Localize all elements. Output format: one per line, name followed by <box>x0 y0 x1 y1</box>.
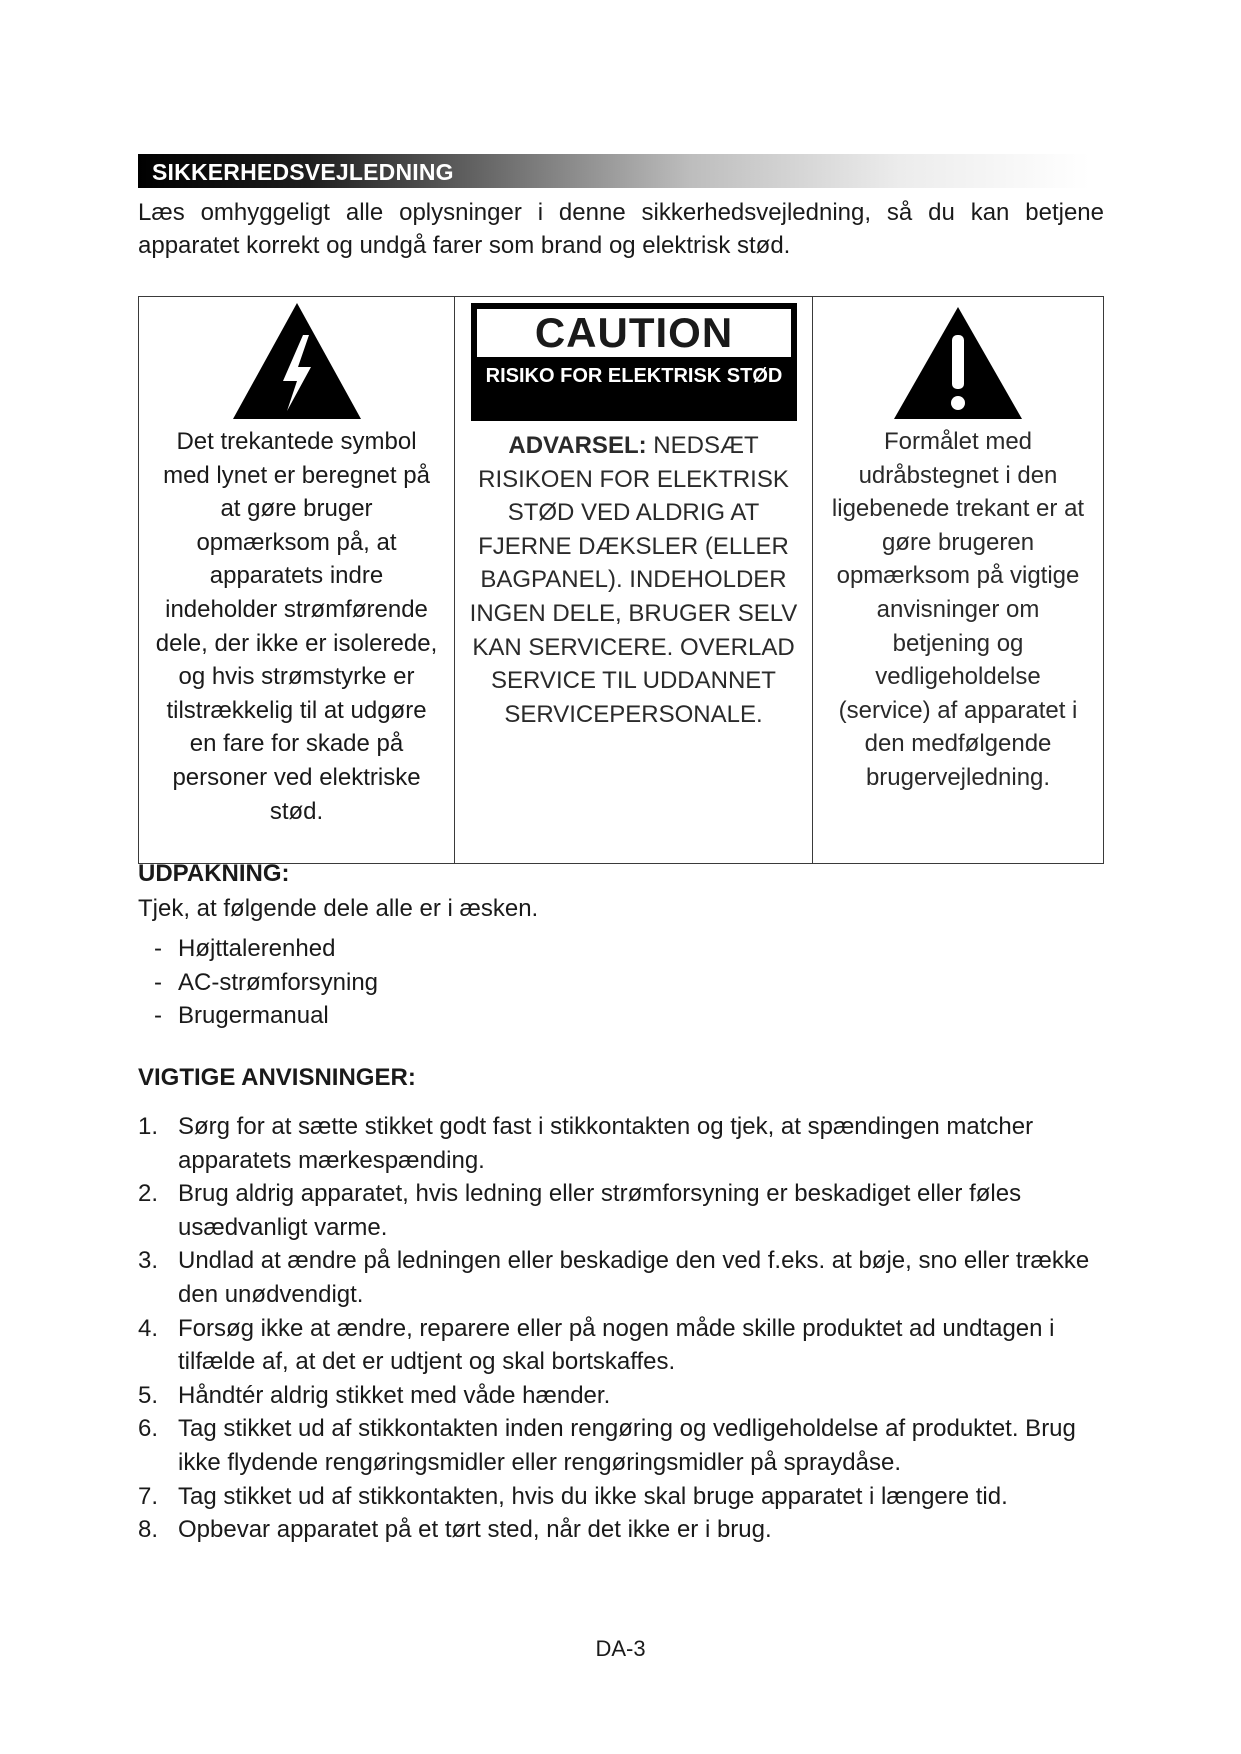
section-header-bar <box>138 154 1090 188</box>
section-title: SIKKERHEDSVEJLEDNING <box>152 159 454 185</box>
list-item: 2. Brug aldrig apparatet, hvis ledning eller strømforsyning er beskadiget eller føles usædvanligt varme. <box>138 1180 1022 1241</box>
important-list <box>138 1110 1104 1547</box>
warning-cell-exclamation <box>813 297 1103 863</box>
list-item: 3. Undlad at ændre på ledningen eller beskadige den ved f.eks. at bøje, sno eller trække den unødvendigt. <box>138 1247 1090 1308</box>
list-item: 8. Opbevar apparatet på et tørt sted, når det ikke er i brug. <box>138 1516 772 1544</box>
list-item: - AC-strømforsyning <box>154 968 379 996</box>
advarsel-text-block <box>455 429 812 731</box>
intro-paragraph: Læs omhyggeligt alle oplysninger i denne sikkerhedsvejledning, så du kan betjene apparatet korrekt og undgå farer som brand og elektrisk stød. <box>138 199 1104 259</box>
important-title: VIGTIGE ANVISNINGER: <box>138 1064 416 1091</box>
caution-label <box>471 303 797 421</box>
exclamation-warning-icon <box>892 305 1024 421</box>
list-item: 5. Håndtér aldrig stikket med våde hænder. <box>138 1381 611 1409</box>
advarsel-text: NEDSÆT RISIKOEN FOR ELEKTRISK STØD VED ALDRIG AT FJERNE DÆKSLER (ELLER BAGPANEL). INDEHOLDER INGEN DELE, BRUGER SELV KAN SERVICERE. OVERLAD SERVICE TIL UDDANNET SERVICEPERSONALE. <box>469 432 798 728</box>
advarsel-lead: ADVARSEL: <box>508 432 647 459</box>
lightning-description: Det trekantede symbol med lynet er beregnet på at gøre bruger opmærksom på, at apparatets indre indeholder strømførende dele, der ikke er isolerede, og hvis strømstyrke er tilstrækkelig til at udgøre en fare for skade på personer ved elektriske stød. <box>155 428 438 825</box>
list-item: - Brugermanual <box>154 1002 329 1030</box>
page-number: DA-3 <box>595 1636 646 1661</box>
warning-cell-lightning <box>139 297 455 863</box>
caution-subtitle: RISIKO FOR ELEKTRISK STØD <box>485 365 783 387</box>
lightning-warning-icon <box>231 301 363 421</box>
exclamation-description: Formålet med udråbstegnet i den ligebenede trekant er at gøre brugeren opmærksom på vigtige anvisninger om betjening og vedligeholdelse (service) af apparatet i den medfølgende brugervejledning. <box>831 428 1085 791</box>
warning-cell-caution <box>455 297 813 863</box>
list-item: 7. Tag stikket ud af stikkontakten, hvis du ikke skal bruge apparatet i længere tid. <box>138 1482 1008 1510</box>
unpacking-intro: Tjek, at følgende dele alle er i æsken. <box>138 895 539 922</box>
unpacking-title: UDPAKNING: <box>138 860 290 887</box>
list-item: 6. Tag stikket ud af stikkontakten inden rengøring og vedligeholdelse af produktet. Brug ikke flydende rengøringsmidler eller rengøringsmidler på spraydåse. <box>138 1415 1076 1476</box>
list-item: 4. Forsøg ikke at ændre, reparere eller på nogen måde skille produktet ad undtagen i tilfælde af, at det er udtjent og skal bortskaffes. <box>138 1314 1055 1376</box>
caution-title: CAUTION <box>477 309 791 357</box>
list-item: 1. Sørg for at sætte stikket godt fast i stikkontakten og tjek, at spændingen matcher apparatets mærkespænding. <box>138 1113 1034 1174</box>
list-item: - Højttalerenhed <box>154 935 336 962</box>
warning-table <box>138 296 1104 864</box>
unpacking-list <box>154 932 378 1033</box>
